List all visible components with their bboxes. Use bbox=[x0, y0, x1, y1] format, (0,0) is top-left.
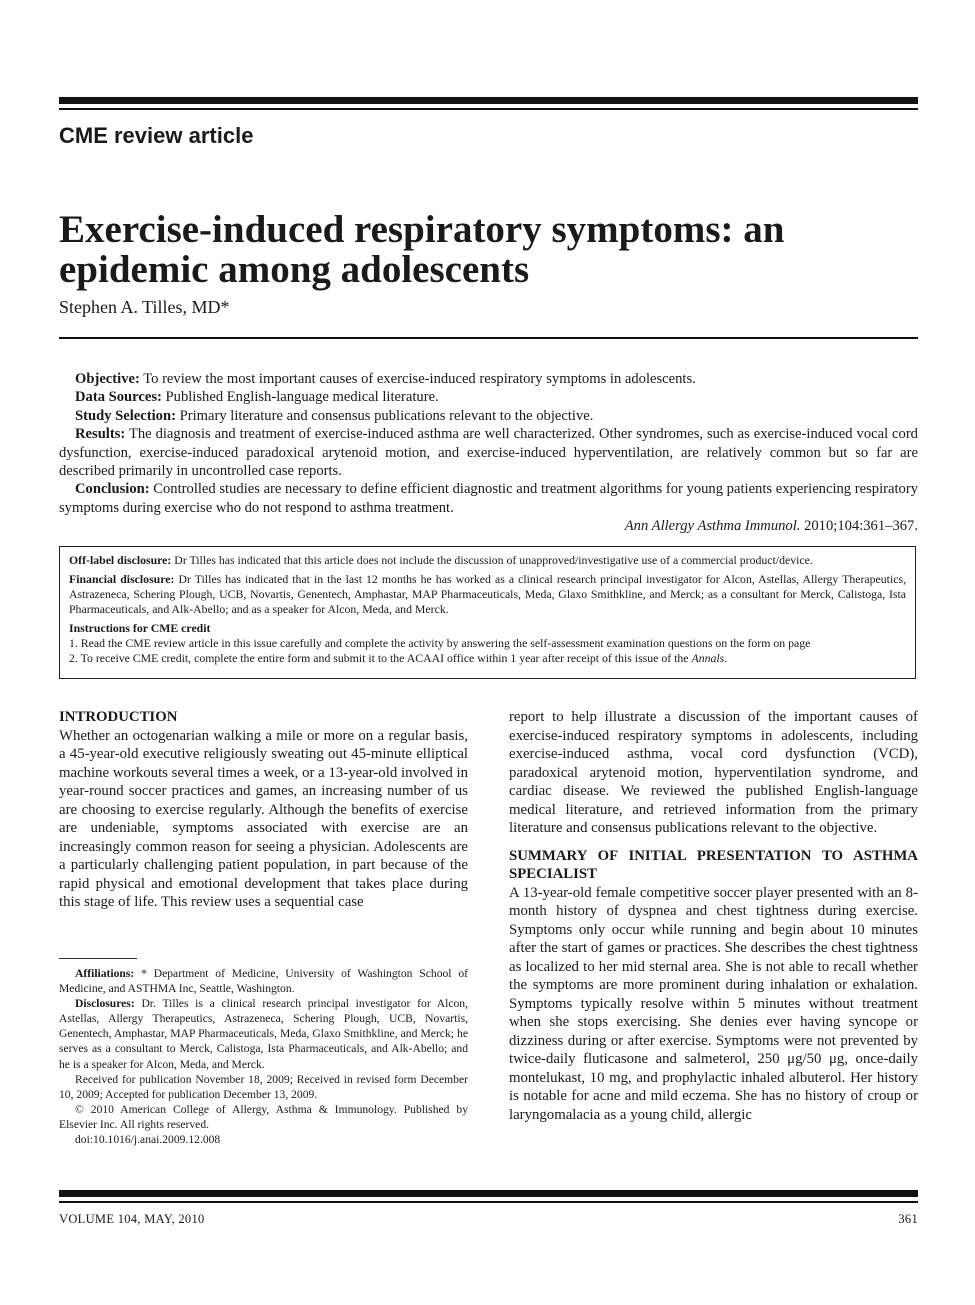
top-thin-rule bbox=[59, 108, 918, 110]
financial-disclosure bbox=[69, 572, 906, 617]
cme-instruction-1: 1. Read the CME review article in this issue carefully and complete the activity by answering the self-assessment examination questions on the form on page bbox=[69, 636, 811, 650]
affiliations-text: * Department of Medicine, University of Washington School of Medicine, and ASTHMA Inc, Seattle, Washington. bbox=[59, 967, 468, 996]
citation-ref: 2010;104:361–367. bbox=[804, 518, 918, 535]
disclosures-label: Disclosures: bbox=[75, 997, 135, 1011]
cme-instruction-2 bbox=[69, 651, 906, 666]
footer-page-number: 361 bbox=[898, 1212, 918, 1226]
introduction-heading: INTRODUCTION bbox=[59, 709, 178, 725]
article-author: Stephen A. Tilles, MD* bbox=[59, 297, 230, 317]
abstract-study-selection-label: Study Selection: bbox=[75, 407, 176, 424]
article-title: Exercise-induced respiratory symptoms: an epidemic among adolescents bbox=[59, 208, 785, 291]
cme-instruction-2-text: 2. To receive CME credit, complete the entire form and submit it to the ACAAI office within 1 year after receipt of this issue of the bbox=[69, 651, 689, 665]
abstract-results-label: Results: bbox=[75, 426, 126, 443]
abstract-data-sources bbox=[59, 388, 918, 406]
offlabel-disclosure bbox=[69, 553, 906, 568]
title-divider bbox=[59, 337, 918, 339]
bottom-thin-rule bbox=[59, 1201, 918, 1203]
introduction-paragraph: Whether an octogenarian walking a mile or more on a regular basis, a 45-year-old executive religiously sweating out 45-minute elliptical machine workouts several times a week, or a 13-year-old involved in year-round soccer practices and games, an increasing number of us are choosing to exercise regularly. Although the benefits of exercise are undeniable, symptoms associated with exercise are an increasingly common reason for seeing a physician. Adolescents are a particularly challenging patient population, in part because of the rapid physical and emotional development that takes place during this stage of life. This review uses a sequential case bbox=[59, 727, 468, 910]
abstract-conclusion bbox=[59, 480, 918, 517]
top-thick-rule bbox=[59, 97, 918, 104]
financial-label: Financial disclosure: bbox=[69, 572, 175, 586]
footnotes bbox=[59, 966, 468, 1147]
abstract-study-selection-text: Primary literature and consensus publications relevant to the objective. bbox=[179, 407, 594, 424]
abstract-objective-label: Objective: bbox=[75, 371, 140, 387]
footnote-copyright: © 2010 American College of Allergy, Asthma & Immunology. Published by Elsevier Inc. All rights reserved. bbox=[59, 1102, 468, 1131]
abstract-results bbox=[59, 425, 918, 480]
cme-instructions-heading-text: Instructions for CME credit bbox=[69, 621, 211, 635]
footnote-doi: doi:10.1016/j.anai.2009.12.008 bbox=[75, 1133, 221, 1147]
abstract-conclusion-text: Controlled studies are necessary to define efficient diagnostic and treatment algorithms for young patients experiencing respiratory symptoms during exercise who do not respond to asthma treatment. bbox=[59, 481, 918, 516]
abstract bbox=[59, 370, 918, 536]
summary-heading: SUMMARY OF INITIAL PRESENTATION TO ASTHMA SPECIALIST bbox=[509, 847, 918, 882]
offlabel-text: Dr Tilles has indicated that this article does not include the discussion of unapproved/investigative use of a commercial product/device. bbox=[174, 553, 813, 567]
right-column bbox=[509, 708, 918, 1124]
annals-italic: Annals bbox=[691, 651, 725, 665]
footnote-disclosures bbox=[59, 996, 468, 1071]
citation-journal: Ann Allergy Asthma Immunol. bbox=[624, 518, 801, 535]
abstract-study-selection bbox=[59, 407, 918, 425]
abstract-citation bbox=[59, 517, 918, 535]
left-column bbox=[59, 708, 468, 912]
footnote-received: Received for publication November 18, 2009; Received in revised form December 10, 2009; Accepted for publication December 13, 2009. bbox=[59, 1072, 468, 1101]
footnote-affiliations bbox=[59, 966, 468, 996]
disclosures-text: Dr. Tilles is a clinical research principal investigator for Alcon, Astellas, Allergy Therapeutics, Astrazeneca, Schering Plough, UCB, Novartis, Genentech, Amphastar, MAP Pharmaceuticals, Meda, Glaxo Smithkline, and Merck; he serves as a consultant to Merck, Calistoga, Ista Pharmaceuticals, and Alk-Abello; and he is a speaker for Alcon, Meda, and Merck. bbox=[59, 997, 469, 1071]
affiliations-label: Affiliations: bbox=[75, 967, 135, 980]
abstract-results-text: The diagnosis and treatment of exercise-induced asthma are well characterized. Other syndromes, such as exercise-induced vocal cord dysfunction, exercise-induced paradoxical arytenoid motion, and exercise-induced hyperventilation, are relatively common but so far are described primarily in uncontrolled case reports. bbox=[59, 426, 918, 480]
cme-instructions-heading bbox=[69, 621, 906, 636]
footer-volume: VOLUME 104, MAY, 2010 bbox=[59, 1212, 205, 1226]
abstract-objective bbox=[59, 370, 918, 388]
financial-text: Dr Tilles has indicated that in the last 12 months he has worked as a clinical research principal investigator for Alcon, Astellas, Allergy Therapeutics, Astrazeneca, Schering Plough, UCB, Novartis, Genentech, Amphastar, MAP Pharmaceuticals, Meda, Glaxo Smithkline, and Merck; as a consultant for Merck, Calistoga, Ista Pharmaceuticals, and Alk-Abello; and as a speaker for Alcon, Meda, and Merck. bbox=[69, 572, 907, 616]
abstract-data-sources-text: Published English-language medical literature. bbox=[165, 389, 439, 406]
bottom-thick-rule bbox=[59, 1190, 918, 1197]
abstract-objective-text: To review the most important causes of exercise-induced respiratory symptoms in adolescents. bbox=[143, 371, 696, 387]
abstract-conclusion-label: Conclusion: bbox=[75, 481, 150, 498]
abstract-data-sources-label: Data Sources: bbox=[75, 389, 162, 406]
introduction-continued: report to help illustrate a discussion of the important causes of exercise-induced respiratory symptoms in adolescents, including exercise-induced asthma, vocal cord dysfunction (VCD), paradoxical arytenoid motion, hyperventilation syndrome, and cardiac disease. We reviewed the published English-language medical literature, and retrieved information from the primary literature and consensus publications relevant to the objective. bbox=[509, 709, 918, 836]
cme-instruction-2-end: . bbox=[724, 651, 728, 665]
summary-paragraph: A 13-year-old female competitive soccer player presented with an 8-month history of dyspnea and chest tightness during exercise. Symptoms only occur while running and begin about 10 minutes after the start of games or practices. She describes the chest tightness as localized to her mid sternal area. She is not able to recall whether the symptoms are more prominent during inhalation or exhalation. Symptoms typically resolve within 5 minutes without treatment when she stops exercising. She denies ever having syncope or dizziness during or after exercise. Symptoms were not prevented by twice-daily fluticasone and salmeterol, 250 μg/50 μg, once-daily montelukast, 10 mg, and prophylactic inhaled albuterol. Her history is notable for acne and mild eczema. She has no history of croup or laryngomalacia as a young child, allergic bbox=[509, 884, 918, 1123]
section-label: CME review article bbox=[59, 123, 254, 148]
footnote-rule bbox=[59, 958, 137, 959]
cme-disclosure-box bbox=[59, 546, 916, 679]
offlabel-label: Off-label disclosure: bbox=[69, 553, 172, 567]
